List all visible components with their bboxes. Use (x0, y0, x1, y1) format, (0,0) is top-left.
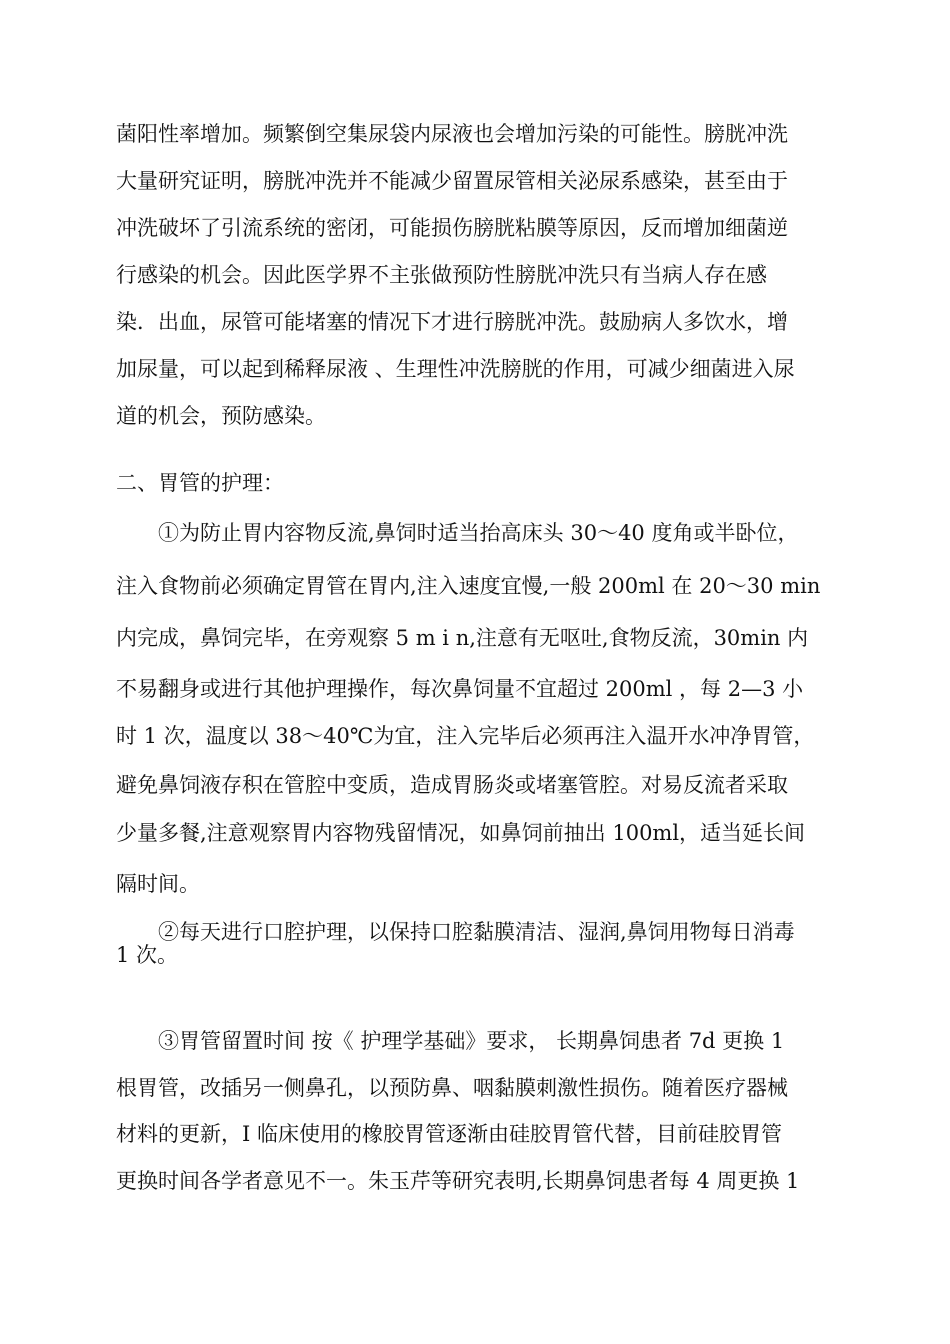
paragraph-line: 道的机会，预防感染。 (116, 404, 326, 428)
paragraph-line: 更换时间各学者意见不一。朱玉芹等研究表明,长期鼻饲患者每 4 周更换 1 (116, 1169, 800, 1193)
paragraph-line: ①为防止胃内容物反流,鼻饲时适当抬高床头 30～40 度角或半卧位， (158, 521, 799, 545)
paragraph-line: 不易翻身或进行其他护理操作，每次鼻饲量不宜超过 200ml ，每 2—3 小 (116, 677, 804, 701)
paragraph-line: 避免鼻饲液存积在管腔中变质，造成胃肠炎或堵塞管腔。对易反流者采取 (116, 773, 788, 797)
paragraph-line: 内完成，鼻饲完毕，在旁观察 5 m i n,注意有无呕吐,食物反流，30min 内 (116, 626, 809, 650)
paragraph-line: 染．出血，尿管可能堵塞的情况下才进行膀胱冲洗。鼓励病人多饮水，增 (116, 310, 788, 334)
paragraph-line: 时 1 次，温度以 38～40℃为宜，注入完毕后必须再注入温开水冲净胃管， (116, 724, 815, 748)
paragraph-line: 根胃管，改插另一侧鼻孔，以预防鼻、咽黏膜刺激性损伤。随着医疗器械 (116, 1076, 788, 1100)
paragraph-line: 菌阳性率增加。频繁倒空集尿袋内尿液也会增加污染的可能性。膀胱冲洗 (116, 122, 788, 146)
paragraph-line: 1 次。 (116, 943, 179, 967)
paragraph-line: 行感染的机会。因此医学界不主张做预防性膀胱冲洗只有当病人存在感 (116, 263, 767, 287)
paragraph-line: 冲洗破坏了引流系统的密闭，可能损伤膀胱粘膜等原因，反而增加细菌逆 (116, 216, 788, 240)
paragraph-line: 少量多餐,注意观察胃内容物残留情况，如鼻饲前抽出 100ml，适当延长间 (116, 821, 806, 845)
paragraph-line: ②每天进行口腔护理，以保持口腔黏膜清洁、湿润,鼻饲用物每日消毒 (158, 920, 795, 944)
paragraph-line: 大量研究证明，膀胱冲洗并不能减少留置尿管相关泌尿系感染，甚至由于 (116, 169, 788, 193)
paragraph-line: ③胃管留置时间 按《 护理学基础》要求， 长期鼻饲患者 7d 更换 1 (158, 1029, 785, 1053)
paragraph-line: 隔时间。 (116, 872, 200, 896)
section-heading: 二、胃管的护理： (116, 471, 284, 495)
paragraph-line: 加尿量，可以起到稀释尿液 、生理性冲洗膀胱的作用，可减少细菌进入尿 (116, 357, 795, 381)
paragraph-line: 注入食物前必须确定胃管在胃内,注入速度宜慢,一般 200ml 在 20～30 min (116, 574, 821, 598)
paragraph-line: 材料的更新，I 临床使用的橡胶胃管逐渐由硅胶胃管代替，目前硅胶胃管 (116, 1122, 782, 1146)
